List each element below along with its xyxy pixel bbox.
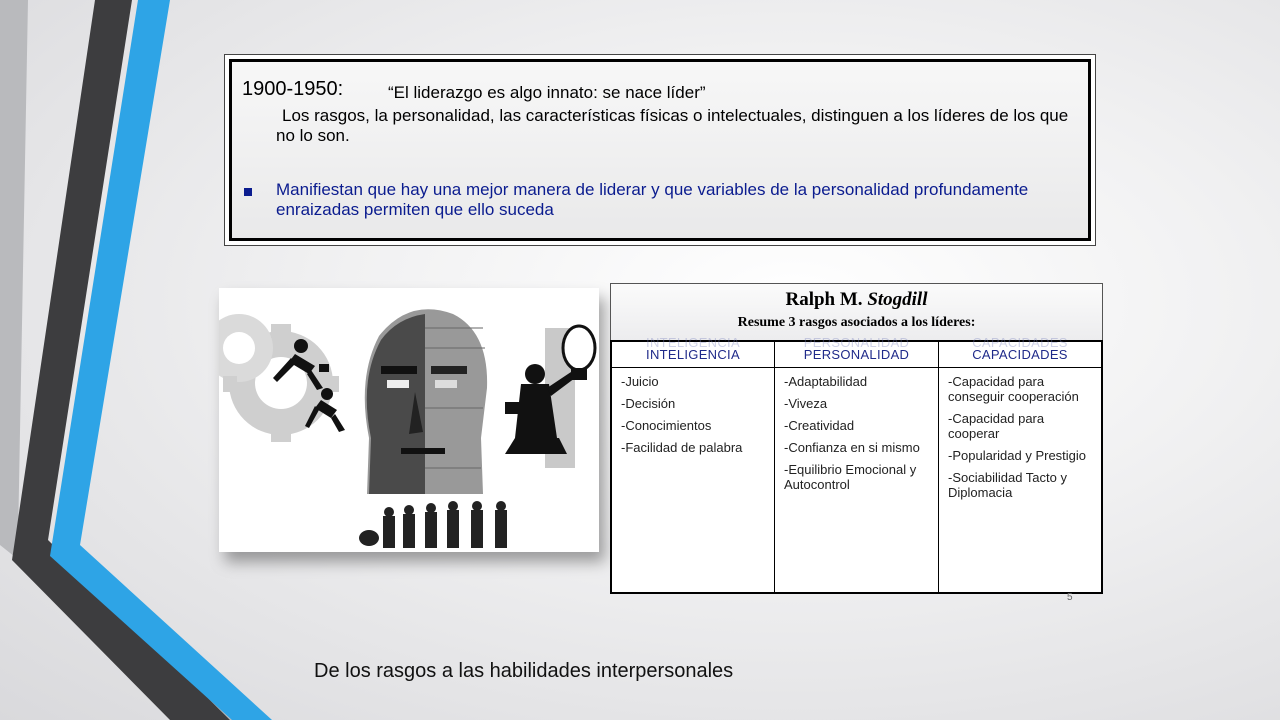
- list-item: -Creatividad: [784, 418, 855, 433]
- header-capacidades: CAPACIDADES: [939, 342, 1101, 368]
- stogdill-header: [610, 283, 1103, 341]
- list-item: -Capacidad para conseguir cooperación: [948, 374, 1079, 404]
- list-item: -Decisión: [621, 396, 676, 411]
- illustration-svg: [219, 288, 599, 552]
- period-label: 1900-1950:: [242, 78, 344, 100]
- stogdill-name: [611, 289, 1102, 311]
- column-capacidades: [939, 368, 1101, 592]
- list-item: -Facilidad de palabra: [621, 440, 743, 455]
- list-item: -Viveza: [784, 396, 828, 411]
- stogdill-subtitle: Resume 3 rasgos asociados a los líderes:: [737, 315, 976, 330]
- slide-number: 5: [1067, 592, 1073, 603]
- traits-table: [610, 340, 1103, 594]
- traits-paragraph: Los rasgos, la personalidad, las características físicas o intelectuales, distinguen a los líderes de los que no lo son.: [276, 106, 1069, 145]
- list-item: -Capacidad para cooperar: [948, 411, 1045, 441]
- list-item: -Adaptabilidad: [784, 374, 868, 389]
- intro-text-box-inner: [229, 59, 1091, 241]
- intro-text-box: [224, 54, 1096, 246]
- header-inteligencia: INTELIGENCIA: [612, 342, 775, 368]
- bullet-text: Manifiestan que hay una mejor manera de liderar y que variables de la personalidad profundamente enraizadas permiten que ello suceda: [276, 180, 1029, 219]
- list-item: -Sociabilidad Tacto y Diplomacia: [948, 470, 1067, 500]
- list-item: -Conocimientos: [621, 418, 712, 433]
- leadership-illustration: [219, 288, 599, 552]
- stogdill-first-name: Ralph M.: [785, 289, 863, 310]
- evolution-figures-icon: [359, 501, 507, 548]
- brick-head-icon: [365, 309, 487, 494]
- list-item: -Juicio: [621, 374, 659, 389]
- stogdill-surname: Stogdill: [867, 289, 928, 310]
- list-item: -Confianza en si mismo: [784, 440, 920, 455]
- column-personalidad: [775, 368, 939, 592]
- bullet-square-icon: [244, 188, 252, 196]
- footer-title: De los rasgos a las habilidades interpersonales: [314, 660, 734, 682]
- list-item: -Equilibrio Emocional y Autocontrol: [784, 462, 917, 492]
- column-inteligencia: [612, 368, 775, 592]
- list-item: -Popularidad y Prestigio: [948, 448, 1087, 463]
- innate-leadership-quote: “El liderazgo es algo innato: se nace líder”: [388, 83, 706, 102]
- header-personalidad: PERSONALIDAD: [775, 342, 939, 368]
